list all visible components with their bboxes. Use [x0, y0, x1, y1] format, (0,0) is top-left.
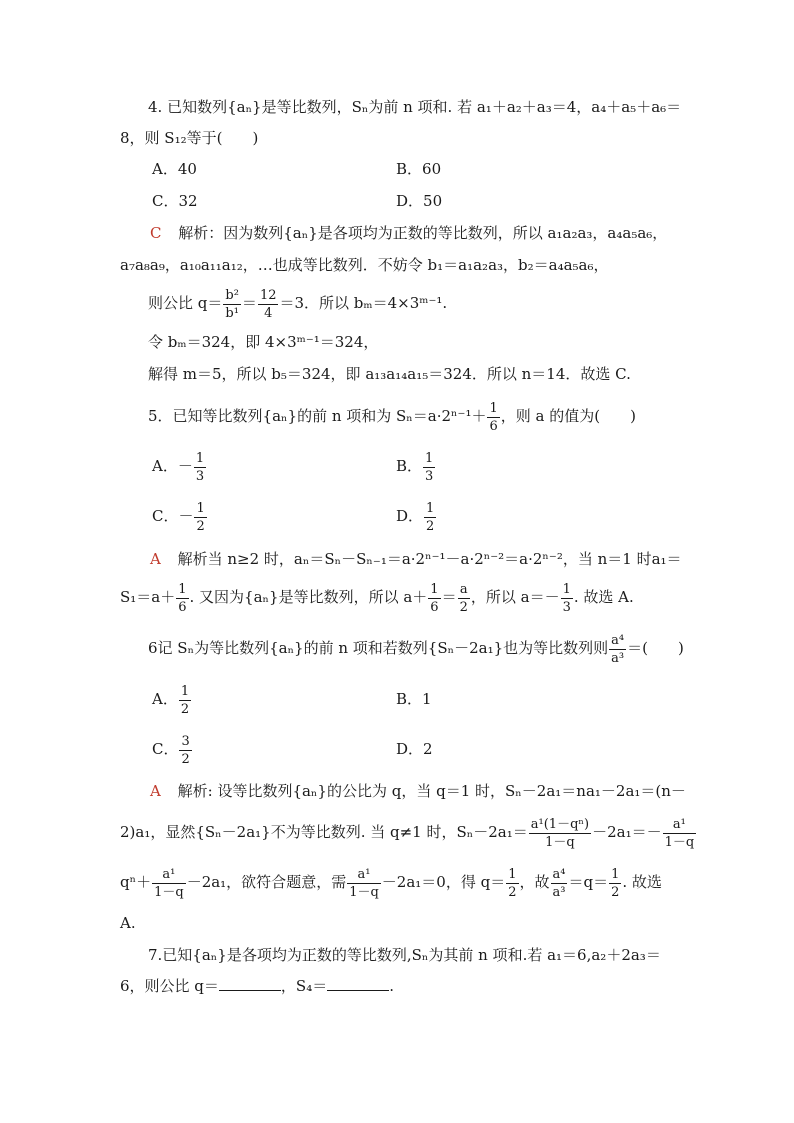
q4-solution-line4: 令 bₘ＝324，即 4×3ᵐ⁻¹＝324，	[148, 333, 379, 351]
q6-stem: 6记 Sₙ为等比数列{aₙ}的前 n 项和若数列{Sₙ－2a₁}也为等比数列则 $\frac{\text{a⁴}}{\text{a³}}$ ＝( )	[148, 632, 684, 666]
fraction-b2-b1: $\frac{\text{b²}}{\text{b¹}}$	[225, 287, 239, 321]
q7-stem: 7.已知{aₙ}是各项均为正数的等比数列,Sₙ为其前 n 项和.若 a₁＝6,a₂＋2a₃＝	[148, 946, 661, 964]
q5-option-a: A．－ $\frac{1}{3}$	[152, 450, 205, 484]
answer-blank-q[interactable]	[219, 976, 281, 991]
q4-solution-line3: 则公比 q＝ $\frac{\text{b²}}{\text{b¹}}$ ＝ $\frac{12}{4}$ ＝3．所以 bₘ＝4×3ᵐ⁻¹.	[148, 287, 448, 321]
q4-option-d: D．50	[396, 192, 443, 210]
fraction-1-6: $\frac{1}{6}$	[489, 400, 498, 434]
answer-blank-s4[interactable]	[327, 976, 389, 991]
q4-stem-cont: 8，则 S₁₂等于( )	[120, 129, 259, 147]
q5-answer: A	[150, 550, 161, 568]
q6-solution-line2: 2)a₁，显然{Sₙ－2a₁}不为等比数列. 当 q≠1 时，Sₙ－2a₁＝ $\frac{\text{a¹(1－qⁿ)}}{1-q}$ －2a₁＝－ $\frac{\text{a¹}}{1-q}$	[120, 816, 695, 850]
q4-option-b: B．60	[396, 160, 442, 178]
q6-solution-line4: A.	[120, 914, 136, 932]
q6-option-b: B．1	[396, 690, 432, 708]
q6-answer: A	[150, 782, 161, 800]
q5-option-c: C．－ $\frac{1}{2}$	[152, 500, 205, 534]
q4-stem: 4. 已知数列{aₙ}是等比数列，Sₙ为前 n 项和. 若 a₁＋a₂＋a₃＝4，a₄＋a₅＋a₆＝	[148, 98, 682, 116]
q4-option-c: C．32	[152, 192, 198, 210]
q4-solution-line2: a₇a₈a₉，a₁₀a₁₁a₁₂，…也成等比数列．不妨令 b₁＝a₁a₂a₃，b₂＝a₄a₅a₆，	[120, 256, 609, 274]
q6-option-c: C． $\frac{3}{2}$	[152, 733, 190, 767]
fraction-12-4: $\frac{12}{4}$	[259, 287, 277, 321]
q4-solution-line1: C 解析：因为数列{aₙ}是各项均为正数的等比数列，所以 a₁a₂a₃，a₄a₅a₆，	[150, 224, 668, 242]
q6-option-d: D．2	[396, 740, 433, 758]
q6-option-a: A． $\frac{1}{2}$	[152, 683, 190, 717]
q4-solution-line5: 解得 m＝5，所以 b₅＝324，即 a₁₃a₁₄a₁₅＝324．所以 n＝14．故选 C.	[148, 365, 631, 383]
q5-option-b: B． $\frac{1}{3}$	[396, 450, 434, 484]
q6-solution-line1: A 解析: 设等比数列{aₙ}的公比为 q，当 q＝1 时，Sₙ－2a₁＝na₁－2a₁＝(n－	[150, 782, 686, 800]
q4-option-a: A．40	[152, 160, 197, 178]
q5-solution-line2: S₁＝a＋ $\frac{1}{6}$ . 又因为{aₙ}是等比数列，所以 a＋ $\frac{1}{6}$ ＝ $\frac{a}{2}$ ，所以 a＝－ $\frac{1}{3}$ . 故选 A.	[120, 581, 634, 615]
q4-answer: C	[150, 224, 162, 242]
q5-option-d: D． $\frac{1}{2}$	[396, 500, 435, 534]
q5-solution-line1: A 解析当 n≥2 时，aₙ＝Sₙ－Sₙ₋₁＝a·2ⁿ⁻¹－a·2ⁿ⁻²＝a·2ⁿ⁻²，当 n＝1 时a₁＝	[150, 550, 682, 568]
q5-stem: 5．已知等比数列{aₙ}的前 n 项和为 Sₙ＝a·2ⁿ⁻¹＋ $\frac{1}{6}$ ，则 a 的值为( )	[148, 400, 636, 434]
q6-solution-line3: qⁿ＋ $\frac{\text{a¹}}{1-q}$ －2a₁，欲符合题意，需 $\frac{\text{a¹}}{1-q}$ －2a₁＝0，得 q＝ $\frac{1}{2}$ ，故 $\frac{\text{a⁴}}{\text{a³}}$ ＝q＝ $\frac{1}{2}$ . 故选	[120, 866, 662, 900]
q7-stem-cont: 6，则公比 q＝ ，S₄＝ .	[120, 977, 394, 995]
